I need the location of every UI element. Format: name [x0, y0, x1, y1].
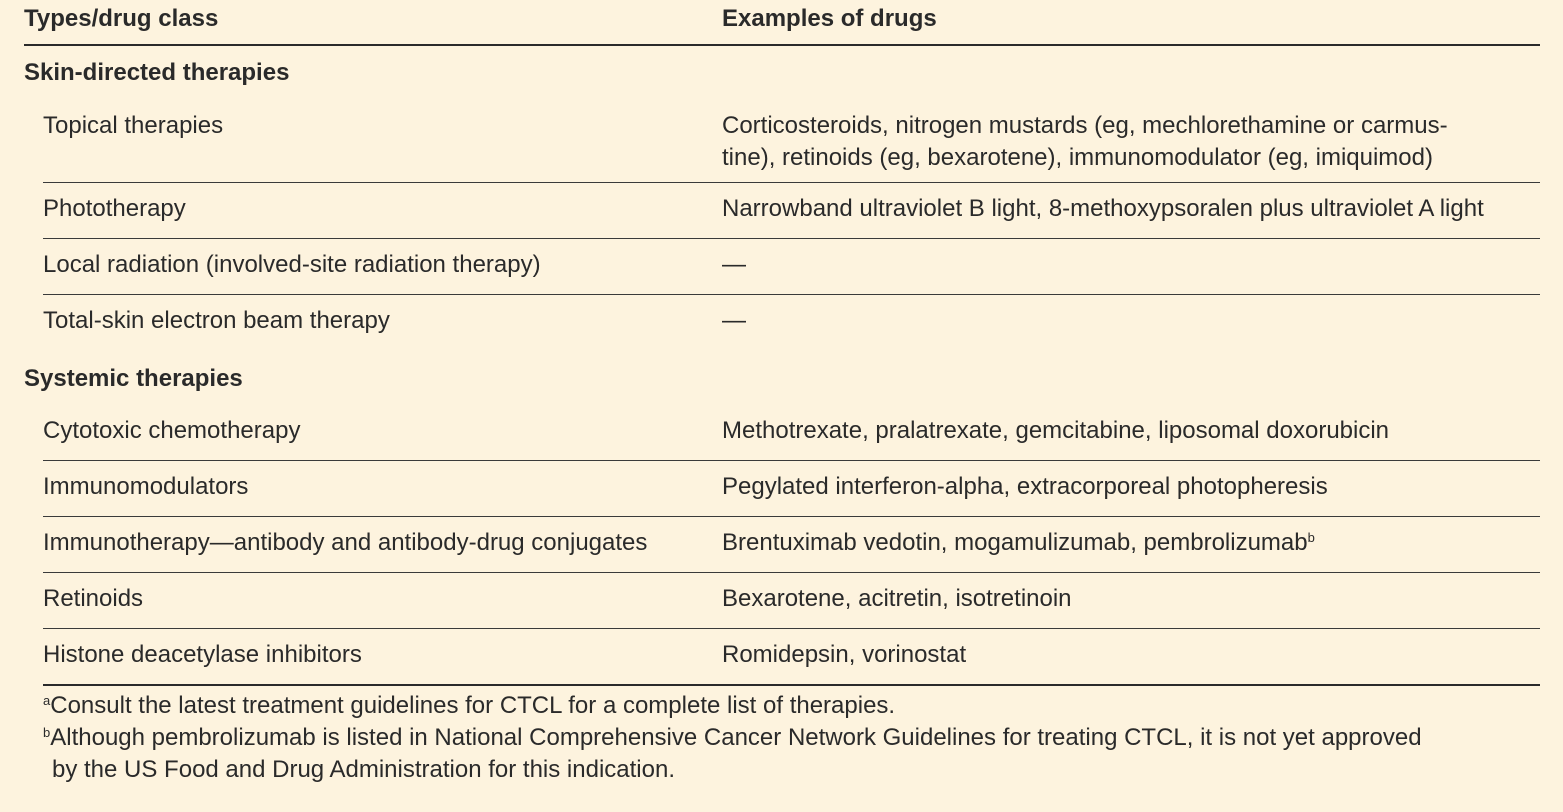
- table-row: [43, 295, 1540, 350]
- table-row: [43, 629, 1540, 686]
- section-title-skin-directed: Skin-directed therapies: [24, 59, 290, 86]
- row-type: Immunotherapy—antibody and antibody-drug conjugates: [43, 529, 648, 556]
- row-type: Retinoids: [43, 585, 144, 612]
- table-row: [43, 573, 1540, 629]
- footnote-b: [43, 722, 1540, 754]
- header-examples-column: Examples of drugs: [722, 5, 937, 32]
- row-examples: Methotrexate, pralatrexate, gemcitabine, liposomal doxorubicin: [722, 417, 1390, 444]
- table-row: [43, 461, 1540, 517]
- row-examples-line: Corticosteroids, nitrogen mustards (eg, mechlorethamine or carmus-: [722, 112, 1448, 139]
- header-type-column: Types/drug class: [24, 5, 219, 32]
- row-examples: Romidepsin, vorinostat: [722, 641, 967, 668]
- section-title-systemic: Systemic therapies: [24, 365, 243, 392]
- row-examples: [722, 110, 1540, 174]
- table-header: [24, 0, 1540, 46]
- row-examples-text: Brentuximab vedotin, mogamulizumab, pembrolizumab: [722, 529, 1308, 556]
- footnote-b-continued: by the US Food and Drug Administration for this indication.: [52, 756, 675, 783]
- row-examples: —: [722, 251, 746, 278]
- footnote-a-text: Consult the latest treatment guidelines for CTCL for a complete list of therapies.: [50, 692, 896, 719]
- footnote-b-text: Although pembrolizumab is listed in National Comprehensive Cancer Network Guidelines for treating CTCL, it is not yet approved: [50, 724, 1422, 751]
- row-type: Histone deacetylase inhibitors: [43, 641, 362, 668]
- therapy-table: [24, 0, 1540, 786]
- systemic-rows: [43, 405, 1540, 686]
- table-row: [43, 100, 1540, 183]
- table-row: [43, 405, 1540, 461]
- row-examples: Bexarotene, acitretin, isotretinoin: [722, 585, 1072, 612]
- table-footnotes: [43, 686, 1540, 786]
- footnote-mark-b: b: [1307, 530, 1315, 545]
- row-examples: Pegylated interferon-alpha, extracorporeal photopheresis: [722, 473, 1328, 500]
- row-examples: [722, 527, 1540, 559]
- row-type: Local radiation (involved-site radiation therapy): [43, 251, 541, 278]
- skin-directed-rows: [43, 100, 1540, 350]
- row-examples: Narrowband ultraviolet B light, 8-methoxypsoralen plus ultraviolet A light: [722, 195, 1484, 222]
- row-type: Total-skin electron beam therapy: [43, 307, 390, 334]
- row-type: Immunomodulators: [43, 473, 249, 500]
- footnote-mark-b: b: [43, 725, 51, 740]
- table-row: [43, 183, 1540, 239]
- row-type: Topical therapies: [43, 112, 224, 139]
- row-type: Cytotoxic chemotherapy: [43, 417, 301, 444]
- row-type: Phototherapy: [43, 195, 186, 222]
- table-row: [43, 239, 1540, 295]
- row-examples-line: tine), retinoids (eg, bexarotene), immunomodulator (eg, imiquimod): [722, 144, 1433, 171]
- footnote-mark-a: a: [43, 693, 51, 708]
- table-row: [43, 517, 1540, 573]
- row-examples: —: [722, 307, 746, 334]
- footnote-a: [43, 690, 1540, 722]
